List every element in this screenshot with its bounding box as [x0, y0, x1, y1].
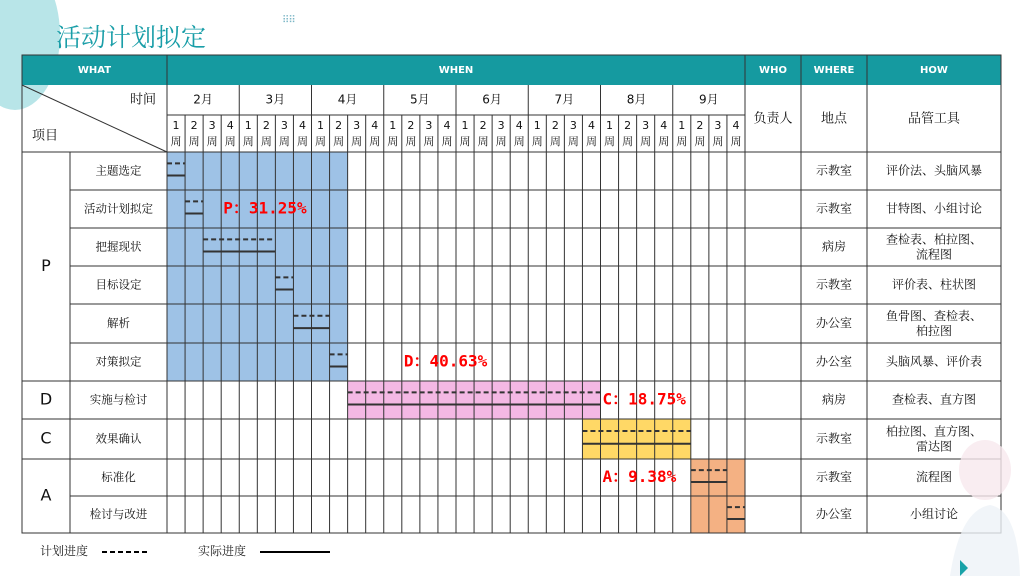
week-suffix: 周	[351, 135, 363, 148]
week-suffix: 周	[477, 135, 489, 148]
page-title: 活动计划拟定	[56, 23, 207, 52]
percent-label: C：18.75%	[602, 389, 686, 409]
week-number: 4	[660, 119, 668, 132]
task-tools-cont: 柏拉图	[915, 324, 953, 338]
week-suffix: 周	[387, 135, 399, 148]
week-suffix: 周	[712, 135, 724, 148]
week-number: 4	[587, 119, 595, 132]
week-number: 1	[317, 119, 325, 132]
month-label: 8月	[626, 92, 647, 107]
phase-label-P: P	[41, 256, 51, 275]
legend-actual-label: 实际进度	[198, 544, 247, 558]
task-tools: 柏拉图、直方图、	[885, 424, 983, 439]
col-tools: 品管工具	[907, 111, 961, 127]
task-name: 活动计划拟定	[84, 201, 153, 216]
phase-label-D: D	[39, 389, 53, 409]
month-label: 6月	[482, 92, 502, 107]
corner-time-label: 时间	[129, 92, 157, 108]
percent-label: P：31.25%	[223, 198, 307, 218]
week-number: 3	[280, 119, 288, 132]
week-number: 4	[226, 119, 234, 132]
week-suffix: 周	[278, 135, 290, 148]
task-name: 效果确认	[95, 431, 142, 446]
task-location: 示教室	[815, 163, 853, 178]
month-label: 3月	[265, 92, 286, 107]
week-suffix: 周	[206, 135, 218, 148]
month-label: 7月	[554, 92, 575, 107]
month-label: 5月	[410, 92, 430, 107]
week-number: 3	[497, 119, 505, 132]
week-number: 1	[461, 119, 469, 132]
nurse-illustration	[930, 430, 1020, 576]
header-who: WHO	[759, 65, 787, 76]
week-number: 4	[371, 119, 379, 132]
task-location: 病房	[821, 392, 847, 407]
week-suffix: 周	[242, 135, 254, 148]
percent-label: D：40.63%	[403, 351, 488, 371]
week-suffix: 周	[567, 135, 579, 148]
week-number: 3	[714, 119, 722, 132]
month-label: 2月	[193, 92, 213, 107]
col-owner: 负责人	[753, 111, 793, 127]
week-suffix: 周	[405, 135, 417, 148]
week-suffix: 周	[694, 135, 706, 148]
week-number: 2	[335, 119, 343, 132]
corner-item-label: 项目	[31, 128, 59, 144]
week-number: 1	[678, 119, 686, 132]
week-number: 2	[624, 119, 632, 132]
week-suffix: 周	[260, 135, 272, 148]
task-name: 实施与检讨	[89, 392, 148, 407]
task-location: 办公室	[815, 507, 853, 521]
task-tools: 鱼骨图、查检表、	[885, 309, 983, 323]
task-location: 示教室	[815, 201, 853, 216]
task-name: 把握现状	[95, 239, 142, 254]
header-how: HOW	[920, 65, 948, 76]
week-suffix: 周	[441, 135, 453, 148]
week-suffix: 周	[531, 135, 543, 148]
col-location: 地点	[820, 111, 848, 127]
header-when: WHEN	[438, 65, 474, 76]
month-label: 4月	[337, 92, 358, 107]
week-suffix: 周	[333, 135, 345, 148]
week-number: 2	[407, 119, 415, 132]
task-location: 办公室	[815, 316, 853, 330]
task-tools: 流程图	[915, 470, 953, 484]
task-tools-cont: 雷达图	[915, 439, 953, 454]
header-what: WHAT	[77, 65, 112, 76]
week-suffix: 周	[423, 135, 435, 148]
week-suffix: 周	[658, 135, 670, 148]
task-location: 病房	[821, 239, 847, 254]
week-suffix: 周	[369, 135, 381, 148]
task-location: 示教室	[815, 470, 853, 484]
task-name: 对策拟定	[95, 354, 142, 369]
week-number: 2	[262, 119, 270, 132]
week-number: 3	[208, 119, 216, 132]
week-number: 2	[696, 119, 704, 132]
week-number: 2	[190, 119, 198, 132]
week-number: 3	[642, 119, 650, 132]
task-tools: 评价法、头脑风暴	[885, 163, 983, 178]
week-number: 1	[389, 119, 397, 132]
task-name: 主题选定	[95, 163, 142, 178]
percent-label: A：9.38%	[602, 467, 677, 486]
week-suffix: 周	[188, 135, 200, 148]
week-suffix: 周	[640, 135, 652, 148]
legend-plan-line	[102, 547, 152, 557]
week-number: 1	[172, 119, 180, 132]
phase-label-A: A	[40, 485, 52, 505]
task-name: 解析	[107, 316, 130, 330]
week-suffix: 周	[224, 135, 236, 148]
task-tools: 查检表、柏拉图、	[885, 232, 983, 247]
task-tools-cont: 流程图	[915, 247, 953, 262]
week-number: 2	[551, 119, 559, 132]
legend-plan	[40, 542, 152, 559]
week-number: 3	[425, 119, 433, 132]
task-tools: 评价表、柱状图	[891, 277, 977, 292]
week-number: 1	[244, 119, 252, 132]
week-number: 1	[606, 119, 614, 132]
month-label: 9月	[699, 92, 719, 107]
task-tools: 小组讨论	[909, 507, 959, 521]
task-name: 目标设定	[95, 277, 142, 292]
week-number: 4	[732, 119, 740, 132]
week-suffix: 周	[604, 135, 616, 148]
week-number: 1	[533, 119, 541, 132]
task-name: 检讨与改进	[89, 507, 148, 521]
week-suffix: 周	[730, 135, 742, 148]
task-location: 办公室	[815, 354, 853, 369]
legend-plan-label: 计划进度	[40, 544, 89, 558]
week-suffix: 周	[513, 135, 525, 148]
task-tools: 查检表、直方图	[891, 392, 977, 407]
week-suffix: 周	[315, 135, 327, 148]
week-number: 2	[479, 119, 487, 132]
week-number: 4	[298, 119, 306, 132]
task-location: 示教室	[815, 431, 853, 446]
week-number: 4	[515, 119, 523, 132]
legend-actual-line	[260, 547, 334, 557]
task-location: 示教室	[815, 277, 853, 292]
legend-actual	[198, 542, 334, 559]
week-suffix: 周	[549, 135, 561, 148]
header-where: WHERE	[813, 65, 855, 76]
week-suffix: 周	[296, 135, 308, 148]
task-tools: 头脑风暴、评价表	[885, 354, 983, 369]
week-number: 3	[353, 119, 361, 132]
week-suffix: 周	[622, 135, 634, 148]
task-tools: 甘特图、小组讨论	[885, 201, 983, 216]
dots-decoration: ⠿⠿	[282, 15, 295, 26]
phase-label-C: C	[40, 428, 52, 448]
week-number: 4	[443, 119, 451, 132]
week-suffix: 周	[495, 135, 507, 148]
week-number: 3	[569, 119, 577, 132]
task-name: 标准化	[101, 470, 136, 484]
week-suffix: 周	[585, 135, 597, 148]
week-suffix: 周	[676, 135, 688, 148]
week-suffix: 周	[170, 135, 182, 148]
week-suffix: 周	[459, 135, 471, 148]
